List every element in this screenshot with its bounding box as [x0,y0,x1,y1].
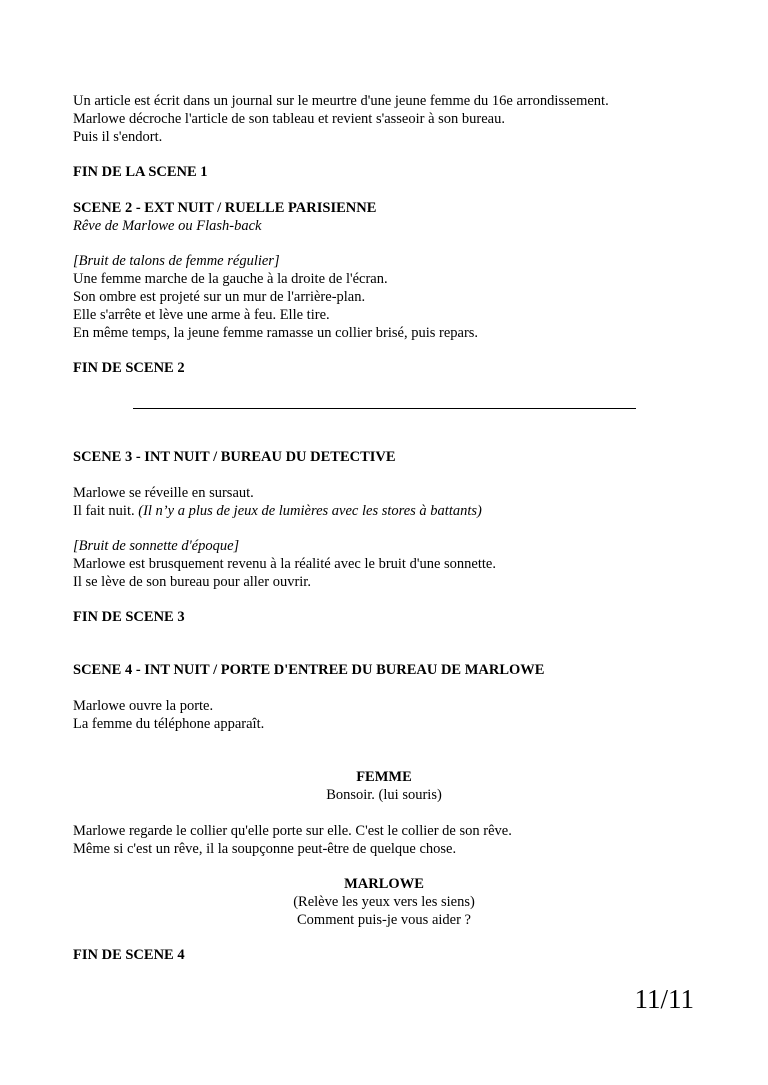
scene-4-action-2: Même si c'est un rêve, il la soupçonne peut-être de quelque chose. [73,841,457,857]
parenthetical-marlowe: (Relève les yeux vers les siens) [293,894,475,910]
scene-3-heading: SCENE 3 - INT NUIT / BUREAU DU DETECTIVE [73,449,396,465]
intro-line-2: Marlowe décroche l'article de son tableau et revient s'asseoir à son bureau. [73,111,505,127]
character-femme: FEMME [356,769,412,785]
end-scene-4: FIN DE SCENE 4 [73,947,185,963]
scene-4-heading: SCENE 4 - INT NUIT / PORTE D'ENTREE DU BUREAU DE MARLOWE [73,662,545,678]
scene-2-heading: SCENE 2 - EXT NUIT / RUELLE PARISIENNE [73,200,377,216]
end-scene-1: FIN DE LA SCENE 1 [73,164,208,180]
scene-2-line-3: Elle s'arrête et lève une arme à feu. Elle tire. [73,307,330,323]
scene-3-line-2 [73,502,482,520]
end-scene-2: FIN DE SCENE 2 [73,360,185,376]
scene-3-line-4: Il se lève de son bureau pour aller ouvrir. [73,574,311,590]
dialogue-femme: Bonsoir. (lui souris) [326,787,442,803]
scene-3-sound-cue: [Bruit de sonnette d'époque] [73,538,240,554]
scene-4-line-2: La femme du téléphone apparaît. [73,716,265,732]
dialogue-marlowe: Comment puis-je vous aider ? [297,912,471,928]
intro-line-3: Puis il s'endort. [73,129,163,145]
scene-3-line-3: Marlowe est brusquement revenu à la réalité avec le bruit d'une sonnette. [73,556,496,572]
scene-2-subtitle: Rêve de Marlowe ou Flash-back [73,218,262,234]
character-marlowe: MARLOWE [344,876,424,892]
scene-3-line-1: Marlowe se réveille en sursaut. [73,485,254,501]
scene-4-action-1: Marlowe regarde le collier qu'elle porte sur elle. C'est le collier de son rêve. [73,823,512,839]
scene-4-line-1: Marlowe ouvre la porte. [73,698,214,714]
scene-2-line-1: Une femme marche de la gauche à la droite de l'écran. [73,271,388,287]
page-number: 11/11 [634,984,694,1014]
intro-line-1: Un article est écrit dans un journal sur le meurtre d'une jeune femme du 16e arrondissement. [73,93,609,109]
end-scene-3: FIN DE SCENE 3 [73,609,185,625]
scene-2-sound-cue: [Bruit de talons de femme régulier] [73,253,280,269]
separator-line [133,408,636,409]
scene-3-line-2-italic: (Il n’y a plus de jeux de lumières avec les stores à battants) [138,503,482,519]
scene-2-line-4: En même temps, la jeune femme ramasse un collier brisé, puis repars. [73,325,479,341]
scene-2-line-2: Son ombre est projeté sur un mur de l'arrière-plan. [73,289,366,305]
scene-3-line-2-plain: Il fait nuit. [73,503,139,519]
